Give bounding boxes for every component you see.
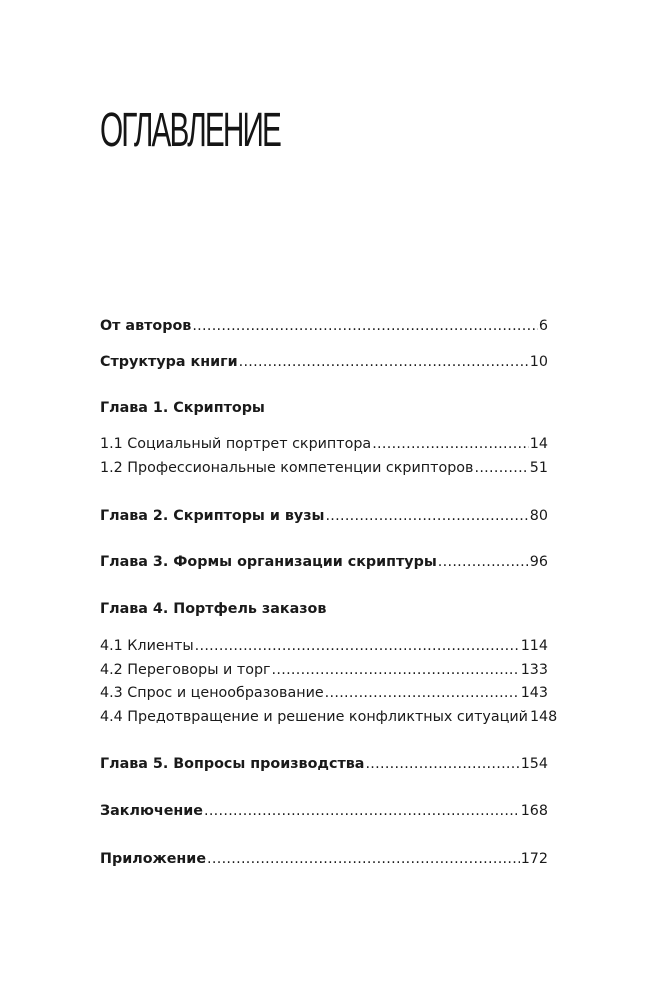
toc-heading-chapter-1[interactable] bbox=[100, 398, 548, 418]
leader-dots bbox=[207, 849, 520, 869]
toc-entry-page: 154 bbox=[520, 756, 548, 772]
toc-entry-from-authors[interactable] bbox=[100, 316, 548, 336]
toc-entry-label: Глава 2. Скрипторы и вузы bbox=[100, 508, 325, 524]
toc-entry-4-1[interactable] bbox=[100, 636, 548, 656]
leader-dots bbox=[438, 552, 529, 572]
toc-entry-label: Приложение bbox=[100, 851, 207, 867]
toc-entry-label: Заключение bbox=[100, 803, 203, 819]
toc-entry-label: Глава 3. Формы организации скриптуры bbox=[100, 554, 437, 570]
toc-entry-page: 51 bbox=[529, 460, 548, 476]
toc-entry-page: 10 bbox=[529, 354, 548, 370]
toc-entry-4-2[interactable] bbox=[100, 660, 548, 680]
leader-dots bbox=[195, 636, 520, 656]
leader-dots bbox=[372, 434, 529, 454]
toc-entry-label: 4.4 Предотвращение и решение конфликтных ситуаций bbox=[100, 709, 528, 725]
toc-entry-page: 148 bbox=[529, 709, 558, 725]
toc-entry-chapter-3[interactable] bbox=[100, 552, 548, 572]
toc-entry-label: Глава 4. Портфель заказов bbox=[100, 601, 327, 617]
toc-entry-page: 133 bbox=[520, 662, 548, 678]
toc-entry-1-1[interactable] bbox=[100, 434, 548, 454]
toc-entry-4-3[interactable] bbox=[100, 683, 548, 703]
toc-entry-label: Глава 1. Скрипторы bbox=[100, 400, 265, 416]
toc-entry-label: 1.2 Профессиональные компетенции скрипторов bbox=[100, 460, 474, 476]
toc-entry-1-2[interactable] bbox=[100, 458, 548, 478]
toc-entry-page: 172 bbox=[520, 851, 548, 867]
leader-dots bbox=[272, 660, 520, 680]
toc-entry-label: Глава 5. Вопросы производства bbox=[100, 756, 365, 772]
toc-heading-chapter-4[interactable] bbox=[100, 599, 548, 619]
toc-entry-label: От авторов bbox=[100, 318, 192, 334]
toc-entry-label: 4.1 Клиенты bbox=[100, 638, 194, 654]
toc-entry-book-structure[interactable] bbox=[100, 352, 548, 372]
toc-entry-label: 4.3 Спрос и ценообразование bbox=[100, 685, 324, 701]
toc-entry-label: Структура книги bbox=[100, 354, 238, 370]
leader-dots bbox=[365, 754, 519, 774]
toc-entry-page: 80 bbox=[529, 508, 548, 524]
toc-entry-page: 96 bbox=[529, 554, 548, 570]
leader-dots bbox=[192, 316, 538, 336]
toc-entry-chapter-2[interactable] bbox=[100, 506, 548, 526]
leader-dots bbox=[204, 801, 520, 821]
toc-entry-page: 114 bbox=[520, 638, 548, 654]
toc-entry-appendix[interactable] bbox=[100, 849, 548, 869]
toc-entry-chapter-5[interactable] bbox=[100, 754, 548, 774]
leader-dots bbox=[325, 506, 528, 526]
toc-entry-label: 1.1 Социальный портрет скриптора bbox=[100, 436, 372, 452]
leader-dots bbox=[239, 352, 529, 372]
toc-entry-4-4[interactable] bbox=[100, 707, 558, 727]
toc-entry-page: 143 bbox=[520, 685, 548, 701]
leader-dots bbox=[474, 458, 528, 478]
toc-entry-page: 168 bbox=[520, 803, 548, 819]
toc-entry-page: 6 bbox=[538, 318, 548, 334]
toc-entry-conclusion[interactable] bbox=[100, 801, 548, 821]
toc-entry-label: 4.2 Переговоры и торг bbox=[100, 662, 271, 678]
page-title: ОГЛАВЛЕНИЕ bbox=[100, 104, 281, 157]
leader-dots bbox=[325, 683, 520, 703]
toc-entry-page: 14 bbox=[529, 436, 548, 452]
